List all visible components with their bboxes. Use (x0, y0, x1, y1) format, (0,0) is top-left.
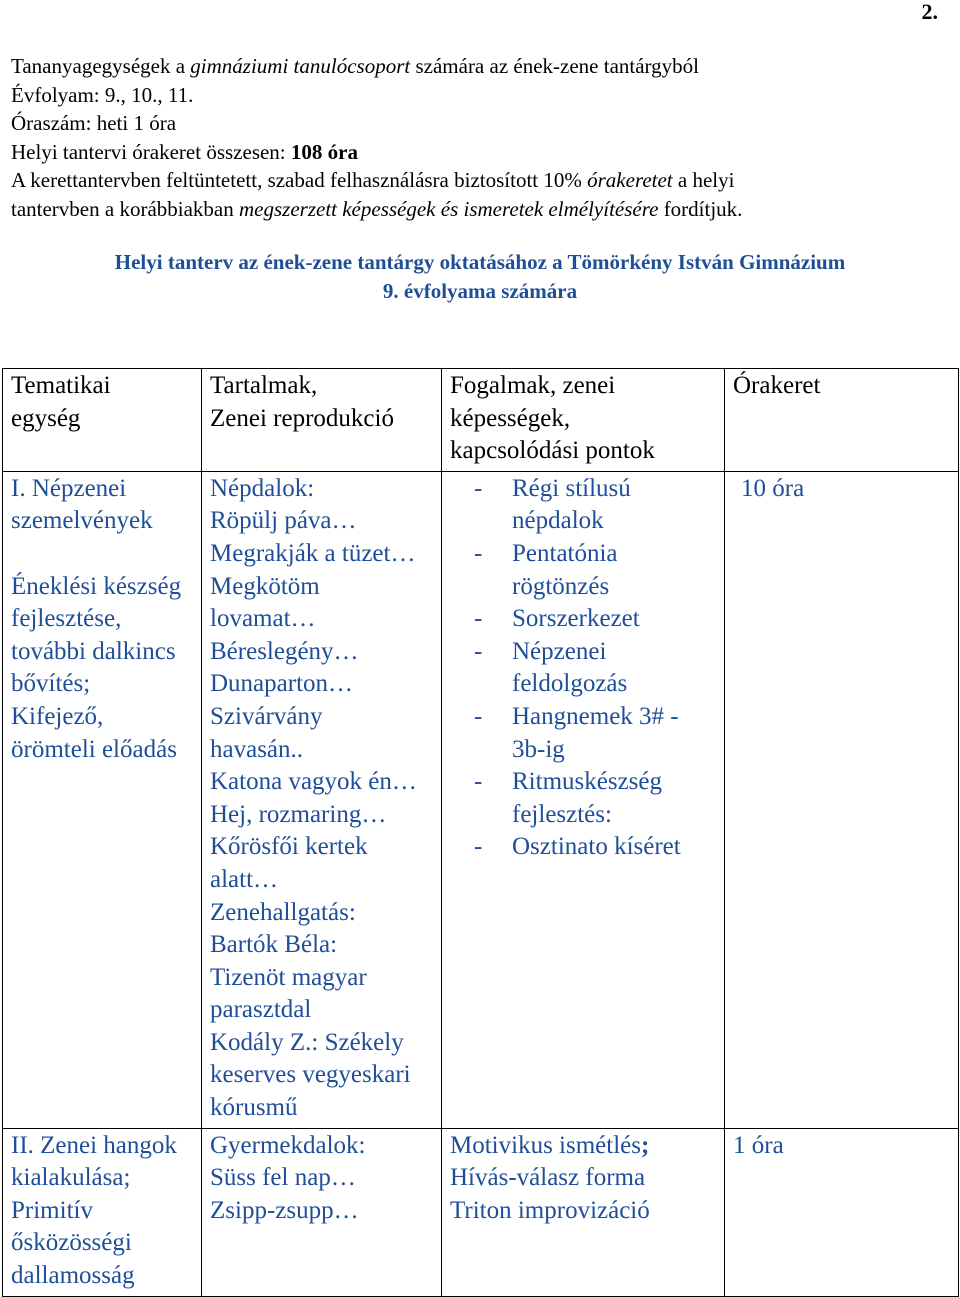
content-line: Tizenöt magyar (210, 963, 367, 991)
content-line: Bartók Béla: (210, 931, 338, 959)
unit-line: ősközösségi (11, 1229, 132, 1257)
unit-line: Kifejező, (11, 702, 104, 730)
unit-line: fejlesztése, (11, 605, 122, 633)
hours-value: 1 óra (733, 1131, 784, 1159)
intro-line-framework-2: tantervben a korábbiakban megszerzett képességek és ismeretek elmélyítésére fordítjuk. (11, 196, 743, 221)
content-line: Megkötöm (210, 572, 320, 600)
header-text: kapcsolódási pontok (450, 437, 655, 465)
unit-line: II. Zenei hangok (11, 1131, 177, 1159)
concept-line: Pentatónia (512, 539, 618, 567)
header-text: Zenei reprodukció (210, 404, 394, 432)
concepts-cell (442, 1128, 725, 1296)
content-line: Zsipp-zsupp… (210, 1196, 359, 1224)
content-line: Kodály Z.: Székely (210, 1028, 404, 1056)
header-thematic-unit (3, 369, 202, 472)
content-line: Béreslegény… (210, 637, 359, 665)
title-line-1: Helyi tanterv az ének-zene tantárgy oktatásához a Tömörkény István Gimnázium (114, 250, 846, 274)
content-line: Zenehallgatás: (210, 898, 356, 926)
concept-line: Osztinato kíséret (512, 833, 681, 861)
header-text: Fogalmak, zenei (450, 372, 616, 399)
concept-text (512, 538, 724, 603)
content-line: havasán.. (210, 735, 304, 763)
concept-line: 3b-ig (512, 735, 565, 763)
concept-list (450, 473, 724, 864)
concept-text (512, 831, 724, 864)
page-number: 2. (921, 0, 938, 24)
document-title (0, 248, 960, 306)
concept-item (450, 701, 724, 766)
unit-line: további dalkincs (11, 637, 176, 665)
content-cell (202, 1128, 442, 1296)
title-line-2: 9. évfolyama számára (382, 279, 578, 303)
content-line: keserves vegyeskari (210, 1061, 411, 1089)
content-line: Megrakják a tüzet… (210, 539, 416, 567)
concept-item (450, 538, 724, 603)
unit-line: bővítés; (11, 670, 91, 698)
hours-cell (725, 1128, 959, 1296)
header-hours (725, 369, 959, 472)
concept-text (512, 701, 724, 766)
concept-line: népdalok (512, 507, 604, 535)
concept-line: Régi stílusú (512, 474, 631, 502)
concept-text (512, 636, 724, 701)
concept-text (512, 473, 724, 538)
concept-item (450, 603, 724, 636)
concept-line: Népzenei (512, 637, 607, 665)
dash-bullet: - (474, 637, 483, 665)
concept-line: fejlesztés: (512, 800, 612, 828)
unit-line: I. Népzenei (11, 474, 127, 502)
intro-line-total-hours: Helyi tantervi órakeret összesen: 108 óra (11, 139, 358, 164)
intro-block (11, 52, 951, 223)
concept-item (450, 473, 724, 538)
concept-line: Triton improvizáció (450, 1196, 650, 1224)
intro-line-grades: Évfolyam: 9., 10., 11. (11, 82, 194, 107)
table-header-row (3, 369, 959, 472)
dash-bullet: - (474, 474, 483, 502)
concept-line: Motivikus ismétlés; (450, 1131, 650, 1159)
dash-bullet: - (474, 702, 483, 730)
unit-line: dallamosság (11, 1262, 135, 1290)
content-line: Röpülj páva… (210, 507, 357, 535)
content-line: alatt… (210, 865, 279, 893)
dash-bullet: - (474, 768, 483, 796)
header-text: egység (11, 404, 81, 432)
unit-cell (3, 1128, 202, 1296)
intro-line-framework-1: A kerettantervben feltüntetett, szabad felhasználásra biztosított 10% órakeretet a helyi (11, 168, 735, 192)
header-contents (202, 369, 442, 472)
content-line: Gyermekdalok: (210, 1131, 366, 1159)
dash-bullet: - (474, 833, 483, 861)
unit-cell (3, 471, 202, 1128)
header-text: Tematikai (11, 372, 111, 399)
concepts-cell (442, 471, 725, 1128)
concept-line: Hangnemek 3# - (512, 702, 679, 730)
concept-item (450, 831, 724, 864)
content-line: Szivárvány (210, 702, 323, 730)
content-line: Népdalok: (210, 474, 315, 502)
content-line: Kőrösfői kertek (210, 833, 368, 861)
header-concepts (442, 369, 725, 472)
curriculum-table (2, 368, 959, 1297)
content-line: Katona vagyok én… (210, 768, 417, 796)
unit-line: szemelvények (11, 507, 153, 535)
concept-item (450, 766, 724, 831)
table-row (3, 1128, 959, 1296)
header-text: képességek, (450, 404, 571, 432)
content-cell (202, 471, 442, 1128)
concept-text (512, 603, 724, 636)
concept-item (450, 636, 724, 701)
header-text: Tartalmak, (210, 372, 318, 399)
hours-value: 10 óra (741, 474, 805, 502)
concept-text (512, 766, 724, 831)
intro-line-subject: Tananyagegységek a gimnáziumi tanulócsoport számára az ének-zene tantárgyból (11, 54, 699, 78)
concept-line: Sorszerkezet (512, 605, 640, 633)
unit-line: Éneklési készség (11, 572, 182, 600)
table-row (3, 471, 959, 1128)
intro-line-weekly-hours: Óraszám: heti 1 óra (11, 111, 177, 135)
dash-bullet: - (474, 605, 483, 633)
content-line: Hej, rozmaring… (210, 800, 387, 828)
content-line: kórusmű (210, 1094, 298, 1122)
concept-line: rögtönzés (512, 572, 610, 600)
dash-bullet: - (474, 539, 483, 567)
concept-line: Hívás-válasz forma (450, 1164, 646, 1192)
content-line: Dunaparton… (210, 670, 354, 698)
unit-line: örömteli előadás (11, 735, 177, 763)
content-line: Süss fel nap… (210, 1164, 356, 1192)
content-line: lovamat… (210, 605, 316, 633)
unit-line: kialakulása; (11, 1164, 131, 1192)
concept-line: feldolgozás (512, 670, 628, 698)
header-text: Órakeret (733, 372, 821, 399)
hours-cell (725, 471, 959, 1128)
content-line: parasztdal (210, 996, 312, 1024)
concept-line: Ritmuskészség (512, 768, 662, 796)
unit-line: Primitív (11, 1196, 93, 1224)
